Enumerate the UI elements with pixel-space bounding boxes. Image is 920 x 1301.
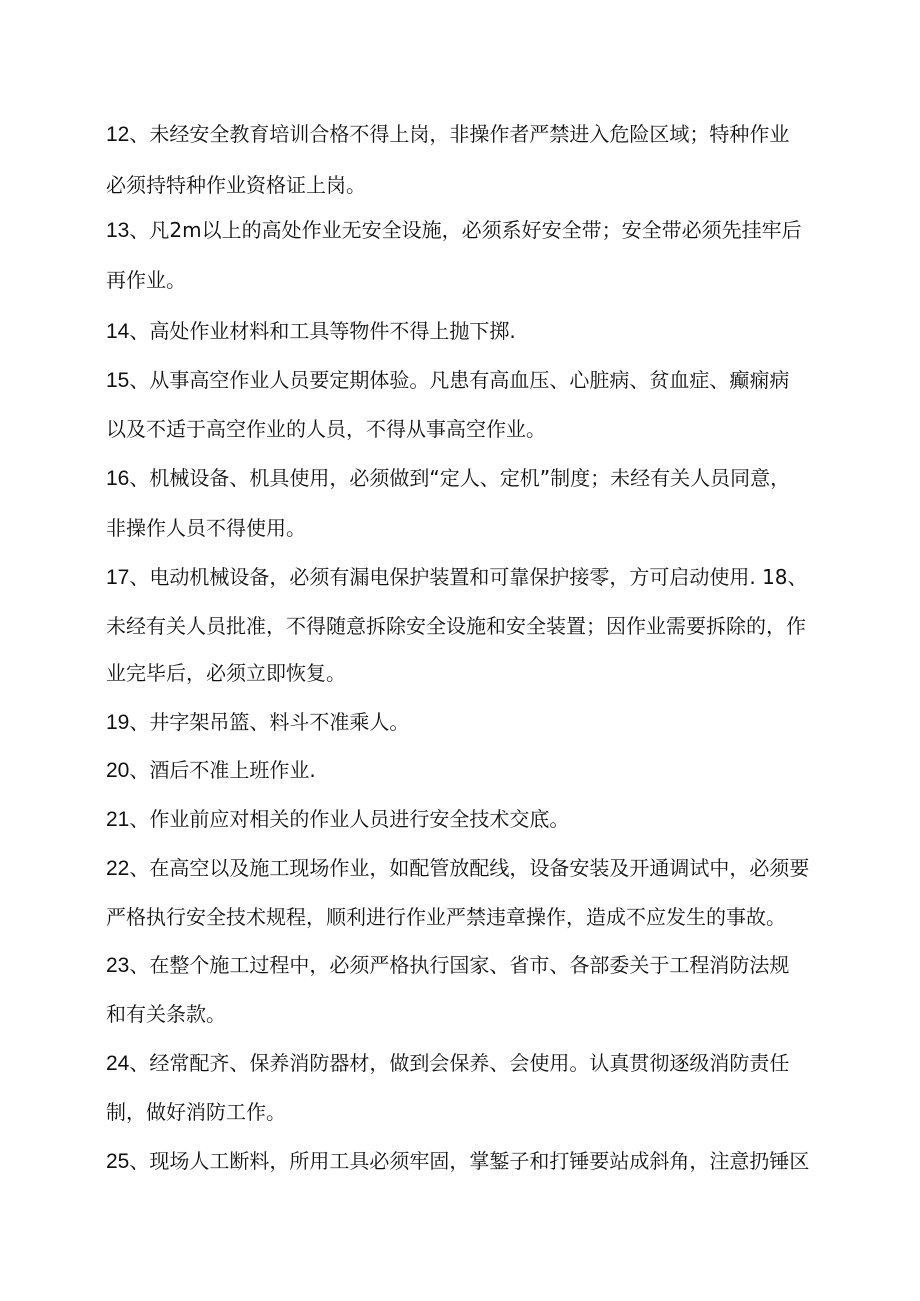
line-text: 、经常配齐、保养消防器材，做到会保养、会使用。认真贯彻逐级消防责任	[129, 1051, 790, 1075]
line-text: 必须持特种作业资格证上岗。	[106, 173, 366, 197]
text-line	[106, 121, 789, 148]
text-line	[106, 1001, 226, 1028]
text-line	[106, 709, 409, 736]
line-text: 以及不适于高空作业的人员，不得从事高空作业。	[106, 417, 546, 441]
text-line	[106, 416, 546, 443]
line-text: 、从事高空作业人员要定期体验。凡患有高血压、心脏病、贫血症、癫痫病	[129, 368, 790, 392]
text-line	[106, 660, 346, 687]
item-number: 19	[106, 711, 130, 734]
text-line	[106, 855, 809, 882]
line-text: 非操作人员不得使用。	[106, 516, 306, 540]
text-line	[106, 1148, 809, 1175]
item-number: 15	[106, 369, 130, 392]
line-text: 、未经安全教育培训合格不得上岗，非操作者严禁进入危险区域；特种作业	[129, 122, 790, 146]
line-text: 、凡2m以上的高处作业无安全设施，必须系好安全带；安全带必须先挂牢后	[129, 218, 802, 242]
text-line	[106, 904, 786, 931]
text-line	[106, 806, 569, 833]
item-number: 20	[106, 759, 130, 782]
line-text: 、井字架吊篮、料斗不准乘人。	[129, 710, 410, 734]
item-number: 17	[106, 566, 130, 589]
line-text: 业完毕后，必须立即恢复。	[106, 661, 346, 685]
text-line	[106, 613, 806, 640]
line-text: 未经有关人员批准，不得随意拆除安全设施和安全装置；因作业需要拆除的，作	[106, 614, 806, 638]
line-text: 和有关条款。	[106, 1002, 226, 1026]
line-text: 、在高空以及施工现场作业，如配管放配线，设备安装及开通调试中，必须要	[129, 856, 810, 880]
line-text: 、作业前应对相关的作业人员进行安全技术交底。	[129, 807, 570, 831]
text-line	[106, 1050, 789, 1077]
item-number: 13	[106, 219, 130, 242]
text-line	[106, 465, 790, 492]
item-number: 21	[106, 808, 130, 831]
text-line	[106, 515, 306, 542]
item-number: 23	[106, 954, 130, 977]
text-line	[106, 757, 316, 784]
line-text: 、酒后不准上班作业.	[129, 758, 316, 782]
text-line	[106, 1099, 286, 1126]
item-number: 16	[106, 467, 130, 490]
item-number: 24	[106, 1052, 130, 1075]
line-text: 严格执行安全技术规程，顺利进行作业严禁违章操作，造成不应发生的事故。	[106, 905, 786, 929]
text-line	[106, 318, 516, 345]
text-line	[106, 217, 802, 244]
line-text: 、电动机械设备，必须有漏电保护装置和可靠保护接零，方可启动使用. 18、	[129, 565, 808, 589]
text-line	[106, 952, 789, 979]
line-text: 再作业。	[106, 268, 186, 292]
text-line	[106, 267, 186, 294]
line-text: 、机械设备、机具使用，必须做到“定人、定机”制度；未经有关人员同意，	[129, 466, 791, 490]
text-line	[106, 564, 808, 591]
line-text: 制，做好消防工作。	[106, 1100, 286, 1124]
item-number: 22	[106, 857, 130, 880]
line-text: 、在整个施工过程中，必须严格执行国家、省市、各部委关于工程消防法规	[129, 953, 790, 977]
text-line	[106, 367, 789, 394]
item-number: 14	[106, 320, 130, 343]
line-text: 、高处作业材料和工具等物件不得上抛下掷.	[129, 319, 516, 343]
item-number: 25	[106, 1150, 130, 1173]
item-number: 12	[106, 123, 130, 146]
text-line	[106, 172, 366, 199]
line-text: 、现场人工断料，所用工具必须牢固，掌錾子和打锤要站成斜角，注意扔锤区	[129, 1149, 810, 1173]
